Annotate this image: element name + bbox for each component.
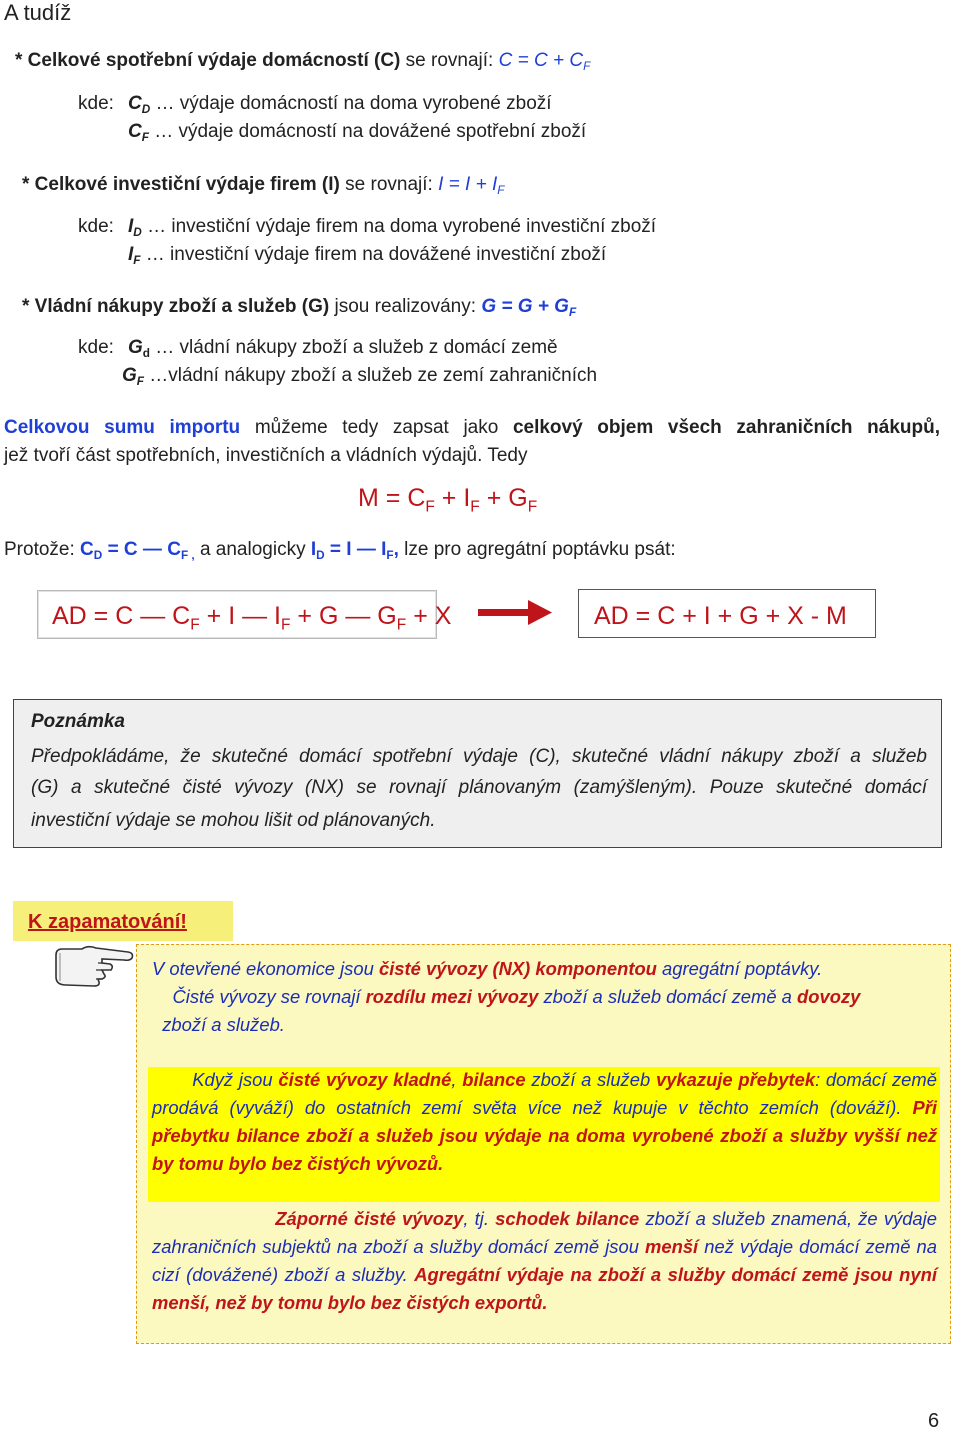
government-kde: kde: [78, 337, 114, 358]
page-number: 6 [928, 1410, 940, 1432]
arrow-right-icon [474, 597, 554, 629]
note-box [13, 699, 942, 848]
government-definition: * Vládní nákupy zboží a služeb (G) jsou realizovány: $G = G + G_F$ [22, 296, 577, 320]
note-line-2: (G) a skutečné čisté vývozy (NX) se rovnají plánovaným (zamýšleným). Pouze skutečné domácí [31, 777, 927, 798]
investment-kde: kde: [78, 216, 114, 237]
government-item-foreign: $G_F$ …vládní nákupy zboží a služeb ze zemí zahraničních [122, 365, 598, 389]
investment-item-domestic: $I_D$ … investiční výdaje firem na doma vyrobené investiční zboží [128, 216, 657, 240]
page-heading: A tudíž [4, 0, 72, 25]
investment-item-foreign: $I_F$ … investiční výdaje firem na dovážené investiční zboží [128, 244, 607, 268]
remember-label-box [13, 901, 233, 941]
consumption-equation: $C = C + C_F$ [498, 50, 591, 74]
consumption-intro: * Celkové spotřební výdaje domácností (C) [15, 50, 401, 71]
protoze-line: Protože: $C_D = C$ — $C_{F ,}$ a analogicky $I_D = I$ — $I_F$, lze pro agregátní poptávku psát: [4, 539, 676, 563]
remember-paragraph-2: Když jsou čisté vývozy kladné, bilance zboží a služeb vykazuje přebytek: domácí země prodává (vyváží) do ostatních zemí světa více než kupuje v těchto zemích (dováží). Při přebytku bilance zboží a služeb jsou výdaje na doma vyrobené zboží a služby vyšší než by tomu bylo bez čistých vývozů. [152, 1069, 937, 1174]
government-item-domestic: $G_d$ … vládní nákupy zboží a služeb z domácí země [128, 337, 558, 361]
import-sum-line2: jež tvoří část spotřebních, investičních a vládních výdajů. Tedy [4, 445, 528, 466]
government-equation: $G = G + G_F$ [481, 296, 577, 320]
remember-paragraph-1: V otevřené ekonomice jsou čisté vývozy (NX) komponentou agregátní poptávky. Čisté vývozy se rovnají rozdílu mezi vývozy zboží a služeb domácí země a dovozy zboží a služeb. [152, 958, 861, 1035]
investment-equation: $I = I + I_F$ [438, 174, 505, 198]
consumption-verb: se rovnají: [405, 50, 494, 71]
note-line-1: Předpokládáme, že skutečné domácí spotřební výdaje (C), skutečné vládní nákupy zboží a služeb [31, 746, 927, 767]
pointing-hand-icon [52, 941, 134, 989]
import-formula: $M = C_F + I_F + G_F$ [358, 484, 538, 516]
aggregate-demand-expanded-formula: AD = C — $C_F + I$ — $I_F + G$ — $G_F + X$ [52, 602, 452, 634]
consumption-kde: kde: [78, 93, 114, 114]
consumption-item-domestic: $C_D$ … výdaje domácností na doma vyrobené zboží [128, 93, 552, 117]
consumption-item-foreign: $C_F$ … výdaje domácností na dovážené spotřební zboží [128, 121, 587, 145]
remember-paragraph-3: Záporné čisté vývozy, tj. schodek bilance zboží a služeb znamená, že výdaje zahraničních subjektů na zboží a služby domácí země jsou menší než výdaje domácí země na cizí (dovážené) zboží a služby. Agregátní výdaje na zboží a služby domácí země jsou nyní menší, než by tomu bylo bez čistých exportů. [152, 1208, 937, 1313]
remember-label: K zapamatování! [28, 911, 187, 933]
note-title: Poznámka [31, 711, 125, 732]
aggregate-demand-formula: AD = C + I + G + X - M [594, 602, 847, 630]
import-sum-line1: Celkovou sumu importu můžeme tedy zapsat jako celkový objem všech zahraničních nákupů, [4, 417, 941, 438]
investment-definition: * Celkové investiční výdaje firem (I) se rovnají: $I = I + I_F$ [22, 174, 505, 198]
consumption-definition [15, 50, 590, 72]
note-line-3: investiční výdaje se mohou lišit od plánovaných. [31, 810, 436, 831]
